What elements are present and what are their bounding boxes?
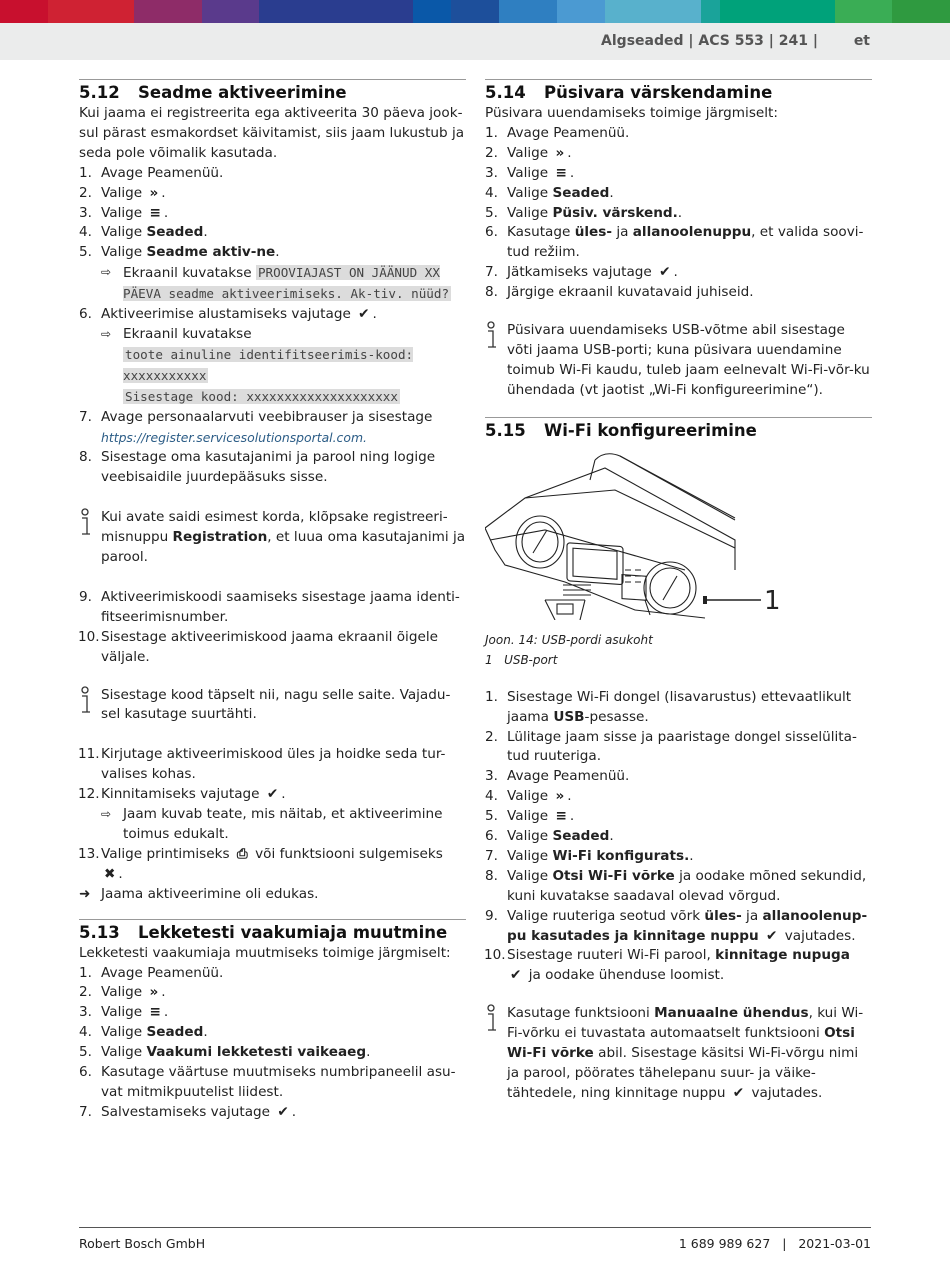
figure-caption: Joon. 14: USB-pordi asukoht	[485, 632, 653, 647]
list-item: 5. Valige Püsiv. värskend..	[485, 204, 683, 221]
list-item: 3. Valige ≡ .	[79, 1003, 466, 1023]
printer-icon: ⎙	[236, 845, 248, 862]
list-item: 2. Lülitage jaam sisse ja paaristage dongel sisselülita-tud ruuteriga.	[485, 728, 857, 765]
close-icon: ✖	[104, 865, 116, 882]
figure-callout-1: 1	[764, 585, 781, 616]
list-item: 3. Valige ≡ .	[485, 164, 872, 184]
checkmark-icon: ✔	[277, 1103, 289, 1120]
checkmark-icon: ✔	[732, 1084, 745, 1101]
checkmark-icon: ✔	[766, 927, 778, 944]
list-item: 7. Valige Wi-Fi konfigurats..	[485, 847, 694, 864]
double-chevron-right-icon: »	[149, 984, 159, 1001]
info-note: Sisestage kood täpselt nii, nagu selle saite. Vajadu-sel kasutage suurtähti.	[79, 686, 466, 726]
left-column	[79, 79, 466, 1123]
list-item: 4. Valige Seaded.	[79, 1024, 208, 1041]
usb-port-figure	[485, 450, 785, 620]
checkmark-icon: ✔	[358, 306, 370, 323]
list-item: 4. Valige Seaded.	[79, 224, 208, 241]
menu-icon: ≡	[555, 164, 567, 181]
list-item: 10. Sisestage ruuteri Wi-Fi parool, kinnitage nupuga ✔ ja oodake ühenduse loomist.	[485, 946, 872, 986]
info-note: Kui avate saidi esimest korda, klõpsake registreeri-misnuppu Registration, et luua oma kasutajanimi ja parool.	[79, 508, 466, 568]
list-item: 6. Kasutage üles- ja allanoolenuppu, et valida soovi-tud režiim.	[485, 224, 864, 261]
steps-list	[485, 688, 872, 987]
page-header	[0, 23, 950, 60]
intro-text: Lekketesti vaakumiaja muutmiseks toimige järgmiselt:	[79, 944, 451, 961]
checkmark-icon: ✔	[659, 264, 671, 281]
footer-date: 2021-03-01	[798, 1236, 871, 1251]
double-chevron-right-icon: »	[555, 144, 565, 161]
list-item: 6. Kasutage väärtuse muutmiseks numbripaneelil asu-vat mitmikpuutelist liidest.	[79, 1064, 456, 1100]
station-illustration	[485, 450, 785, 620]
footer-rule	[79, 1227, 871, 1228]
list-item: 3. Valige ≡ .	[79, 204, 466, 224]
list-item: 7. Avage personaalarvuti veebibrauser ja sisestage https://register.servicesolutionsportal.com.	[79, 408, 433, 445]
result-arrow-icon: ⇨	[101, 265, 112, 280]
register-link[interactable]: https://register.servicesolutionsportal.com.	[101, 429, 367, 445]
list-item: 2. Valige » .	[485, 144, 872, 164]
section-title-5-12: 5.12 Seadme aktiveerimine	[79, 83, 347, 102]
list-item: 1. Sisestage Wi-Fi dongel (lisavarustus) ettevaatlikult jaama USB-pesasse.	[485, 688, 852, 725]
list-item: 5. Valige ≡ .	[485, 807, 872, 827]
list-item: 12. Kinnitamiseks vajutage ✔ .	[79, 785, 466, 805]
footer-company: Robert Bosch GmbH	[79, 1236, 206, 1251]
info-note: Kasutage funktsiooni Manuaalne ühendus, kui Wi-Fi-võrku ei tuvastata automaatselt funktsiooni Otsi Wi-Fi võrke abil. Sisestage käsitsi Wi-Fi-võrgu nimi ja parool, pöörates tähelepanu suur- ja väike-tähtedele, ning kinnitage nuppu ✔ vajutades.	[485, 1004, 872, 1104]
section-title-5-13: 5.13 Lekketesti vaakumiaja muutmine	[79, 922, 448, 942]
list-item: 11. Kirjutage aktiveerimiskood üles ja hoidke seda tur-valises kohas.	[78, 746, 446, 783]
result-arrow-icon: ⇨	[101, 807, 112, 822]
list-item: 1. Avage Peamenüü.	[79, 964, 224, 981]
list-item: 9. Aktiveerimiskoodi saamiseks sisestage jaama identi-fitseerimisnumber.	[79, 588, 460, 625]
list-item: 8. Järgige ekraanil kuvatavaid juhiseid.	[485, 284, 754, 301]
list-item: 5. Valige Vaakumi lekketesti vaikeaeg.	[79, 1044, 371, 1061]
list-item: 1. Avage Peamenüü.	[485, 124, 630, 141]
footer-docnum: 1 689 989 627	[678, 1236, 771, 1251]
list-item: 8. Sisestage oma kasutajanimi ja parool ning logige veebisaidile juurdepääsuks sisse.	[79, 449, 436, 486]
arrow-right-icon: ➜	[79, 885, 91, 902]
list-item: 4. Valige » .	[485, 787, 872, 807]
checkmark-icon: ✔	[266, 786, 279, 803]
section-title-5-15: 5.15 Wi-Fi konfigureerimine	[485, 420, 757, 440]
list-item: 2. Valige » .	[79, 983, 466, 1003]
info-icon	[485, 321, 501, 351]
figure-legend: 1 USB-port	[485, 652, 558, 667]
list-item: 6. Aktiveerimise alustamiseks vajutage ✔ .	[79, 305, 466, 325]
result-line: ⇨ Jaam kuvab teate, mis näitab, et aktiveerimine toimus edukalt.	[101, 806, 443, 842]
intro-text: Kui jaama ei registreerita ega aktiveerita 30 päeva jook-sul pärast esmakordset käivitamist, siis jaam lukustub ja seda pole võimalik kasutada.	[79, 105, 465, 161]
list-item: 8. Valige Otsi Wi-Fi võrke ja oodake mõned sekundid, kuni kuvatakse saadaval olevad võrgud.	[485, 867, 867, 904]
list-item: 9. Valige ruuteriga seotud võrk üles- ja allanoolenup-pu kasutades ja kinnitage nuppu ✔ vajutades.	[485, 907, 872, 947]
list-item: 3. Avage Peamenüü.	[485, 768, 630, 785]
steps-list	[79, 164, 466, 264]
result-line: ⇨ Ekraanil kuvatakse PROOVIAJAST ON JÄÄNUD XX PÄEVA seadme aktiveerimiseks. Ak-tiv. nüüd?	[101, 265, 450, 302]
brand-color-bar	[0, 0, 950, 23]
double-chevron-right-icon: »	[555, 788, 565, 805]
list-item: 7. Salvestamiseks vajutage ✔ .	[79, 1103, 466, 1123]
list-item: 1. Avage Peamenüü.	[79, 164, 224, 181]
list-item: 6. Valige Seaded.	[485, 828, 614, 845]
info-icon	[79, 508, 95, 538]
info-note: Püsivara uuendamiseks USB-võtme abil sisestage võti jaama USB-porti; kuna püsivara uuendamine toimub Wi-Fi kaudu, tuleb jaam eelnevalt Wi-Fi-võr-ku ühendada (vt jaotist „Wi-Fi konfigureerimine“).	[485, 321, 872, 401]
list-item: 2. Valige » .	[79, 184, 466, 204]
final-result: ➜ Jaama aktiveerimine oli edukas.	[79, 885, 466, 905]
menu-icon: ≡	[149, 204, 161, 221]
info-icon	[79, 686, 95, 716]
result-line: ⇨ Ekraanil kuvatakse toote ainuline identifitseerimis-kood: xxxxxxxxxxx Sisestage kood: xxxxxxxxxxxxxxxxxxxx	[101, 325, 414, 404]
list-item: 13. Valige printimiseks ⎙ või funktsiooni sulgemiseks ✖ .	[79, 845, 466, 885]
right-column	[485, 79, 872, 1120]
intro-text: Püsivara uuendamiseks toimige järgmiselt:	[485, 105, 778, 121]
menu-icon: ≡	[149, 1004, 161, 1021]
header-title: Algseaded | ACS 553 | 241 |	[601, 33, 818, 49]
header-lang: et	[853, 33, 870, 49]
list-item: 5. Valige Seadme aktiv-ne.	[79, 244, 280, 261]
menu-icon: ≡	[555, 808, 567, 825]
list-item: 10. Sisestage aktiveerimiskood jaama ekraanil õigele väljale.	[78, 628, 438, 665]
section-title-5-14: 5.14 Püsivara värskendamine	[485, 83, 773, 102]
result-arrow-icon: ⇨	[101, 326, 112, 341]
footer-meta: 1 689 989 627 | 2021-03-01	[678, 1236, 871, 1251]
steps-list	[485, 124, 872, 303]
steps-list	[79, 964, 466, 1123]
double-chevron-right-icon: »	[149, 184, 159, 201]
list-item: 4. Valige Seaded.	[485, 184, 614, 201]
info-icon	[485, 1004, 501, 1034]
checkmark-icon: ✔	[510, 967, 522, 984]
list-item: 7. Jätkamiseks vajutage ✔ .	[485, 263, 872, 283]
